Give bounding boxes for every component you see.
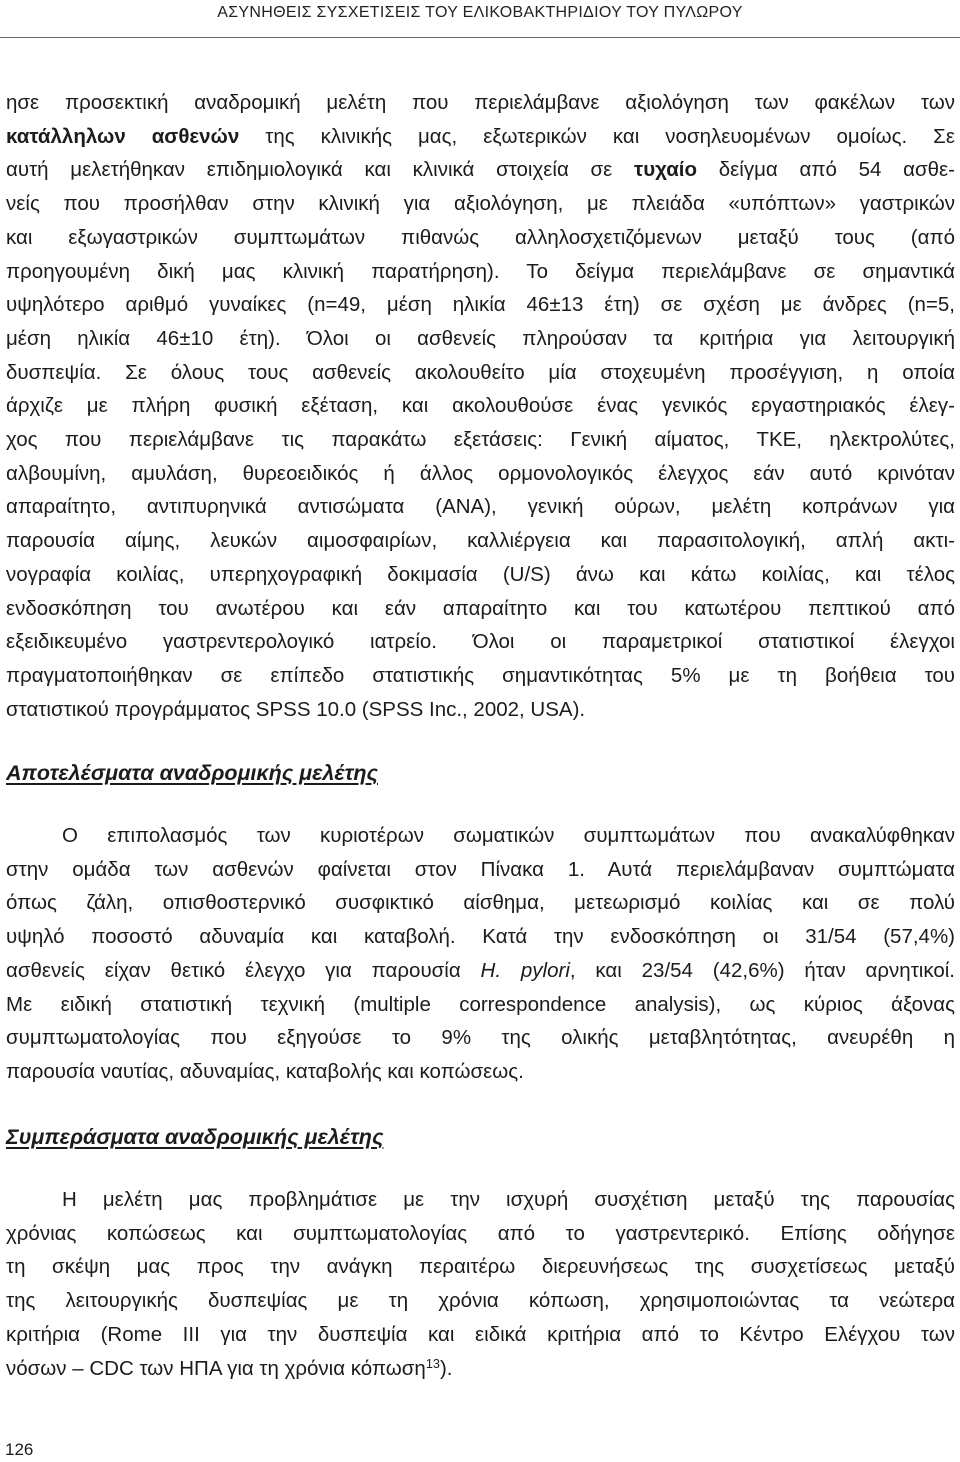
body-text: ).: [439, 1356, 453, 1380]
body-text: , και 23/54 (42,6%) ήταν αρνητικοί.: [569, 958, 955, 982]
body-line: ενδοσκόπηση του ανωτέρου και εάν απαραίτητο και του κατωτέρου πεπτικού από: [6, 596, 955, 620]
methods-paragraph: [6, 86, 955, 726]
body-line: [6, 153, 955, 187]
bold-text: κατάλληλων ασθενών: [6, 124, 240, 148]
conclusions-paragraph: [6, 1183, 955, 1385]
body-line: απαραίτητο, αντιπυρηνικά αντισώματα (ΑΝΑ), γενική ούρων, μελέτη κοπράνων για: [6, 495, 955, 519]
body-line: άρχιζε με πλήρη φυσική εξέταση, και ακολουθούσε ένας γενικός εργαστηριακός έλεγ-: [6, 394, 955, 418]
page-number: 126: [5, 1440, 34, 1459]
body-line: νείς που προσήλθαν στην κλινική για αξιολόγηση, με πλειάδα «υπόπτων» γαστρικών: [6, 192, 955, 216]
body-line: όπως ζάλη, οπισθοστερνικό συσφικτικό αίσθημα, μετεωρισμό κοιλίας και σε πολύ: [6, 891, 955, 915]
body-line: χρόνιας κοπώσεως και συμπτωματολογίας από το γαστρεντερικό. Επίσης οδήγησε: [6, 1221, 955, 1245]
body-text: δείγμα από 54 ασθε-: [697, 158, 956, 182]
body-line: νογραφία κοιλίας, υπερηχογραφική δοκιμασία (U/S) άνω και κάτω κοιλίας, και τέλος: [6, 562, 955, 586]
running-header-title: ΑΣΥΝΗΘΕΙΣ ΣΥΣΧΕΤΙΣΕΙΣ ΤΟΥ ΕΛΙΚΟΒΑΚΤΗΡΙΔΙΟΥ ΤΟΥ ΠΥΛΩΡΟΥ: [217, 4, 743, 21]
body-line: μέση ηλικία 46±10 έτη). Όλοι οι ασθενείς πληρούσαν τα κριτήρια για λειτουργική: [6, 326, 955, 350]
body-line: αλβουμίνη, αμυλάση, θυρεοειδικός ή άλλος ορμονολογικός έλεγχος εάν αυτό κρινόταν: [6, 461, 955, 485]
results-heading: Αποτελέσματα αναδρομικής μελέτης: [6, 761, 378, 785]
body-line: της λειτουργικής δυσπεψίας με τη χρόνια κόπωση, χρησιμοποιώντας τα νεώτερα: [6, 1289, 955, 1313]
body-line: εξειδικευμένο γαστρεντερολογικό ιατρείο. Όλοι οι παραμετρικοί στατιστικοί έλεγχοι: [6, 630, 955, 654]
bold-text: τυχαίο: [634, 158, 698, 182]
body-line: Ο επιπολασμός των κυριοτέρων σωματικών συμπτωμάτων που ανακαλύφθηκαν: [62, 824, 955, 847]
body-text: αυτή μελετήθηκαν επιδημιολογικά και κλινικά στοιχεία σε: [6, 158, 635, 182]
body-line: στατιστικού προγράμματος SPSS 10.0 (SPSS Inc., 2002, USA).: [6, 697, 586, 721]
conclusions-heading: Συμπεράσματα αναδρομικής μελέτης: [6, 1125, 384, 1149]
body-text: νόσων – CDC των ΗΠΑ για τη χρόνια κόπωση: [6, 1356, 426, 1380]
body-line: παρουσία ναυτίας, αδυναμίας, καταβολής και κοπώσεως.: [6, 1059, 524, 1083]
body-line: υψηλότερο αριθμό γυναίκες (n=49, μέση ηλικία 46±13 έτη) σε σχέση με άνδρες (n=5,: [6, 293, 955, 317]
body-line: [6, 954, 955, 988]
body-line: Με ειδική στατιστική τεχνική (multiple correspondence analysis), ως κύριος άξονας: [6, 992, 955, 1016]
body-line: Η μελέτη μας προβλημάτισε με την ισχυρή συσχέτιση μεταξύ της παρουσίας: [62, 1188, 955, 1211]
body-line: πραγματοποιήθηκαν σε επίπεδο στατιστικής σημαντικότητας 5% με τη βοήθεια του: [6, 663, 955, 687]
body-line: συμπτωματολογίας που εξηγούσε το 9% της ολικής μεταβλητότητας, ανευρέθη η: [6, 1026, 955, 1050]
body-text: ασθενείς είχαν θετικό έλεγχο για παρουσία: [6, 958, 481, 982]
results-paragraph: [6, 819, 955, 1089]
body-text: της κλινικής μας, εξωτερικών και νοσηλευομένων ομοίως. Σε: [239, 124, 955, 148]
body-line: και εξωγαστρικών συμπτωμάτων πιθανώς αλληλοσχετιζόμενων μεταξύ τους (από: [6, 225, 955, 249]
body-line: [6, 1352, 955, 1386]
body-line: δυσπεψία. Σε όλους τους ασθενείς ακολουθείτο μία στοχευμένη προσέγγιση, η οποία: [6, 360, 955, 384]
body-line: χος που περιελάμβανε τις παρακάτω εξετάσεις: Γενική αίματος, ΤΚΕ, ηλεκτρολύτες,: [6, 428, 955, 452]
body-line: τη σκέψη μας προς την ανάγκη περαιτέρω διερευνήσεως της συσχετίσεως μεταξύ: [6, 1255, 955, 1279]
body-line: προηγουμένη δική μας κλινική παρατήρηση). Το δείγμα περιελάμβανε σε σημαντικά: [6, 259, 955, 283]
body-line: [6, 120, 955, 154]
header-rule: [0, 37, 960, 38]
body-line: κριτήρια (Rome III για την δυσπεψία και ειδικά κριτήρια από το Κέντρο Ελέγχου των: [6, 1322, 955, 1346]
body-line: υψηλό ποσοστό αδυναμία και καταβολή. Κατά την ενδοσκόπηση οι 31/54 (57,4%): [6, 925, 955, 949]
body-line: ησε προσεκτική αναδρομική μελέτη που περιελάμβανε αξιολόγηση των φακέλων των: [6, 91, 955, 114]
superscript-citation: 13: [425, 1355, 440, 1371]
italic-species-name: H. pylori: [480, 958, 570, 982]
body-line: στην ομάδα των ασθενών φαίνεται στον Πίνακα 1. Αυτά περιελάμβαναν συμπτώματα: [6, 857, 955, 881]
body-line: παρουσία αίμης, λευκών αιμοσφαιρίων, καλλιέργεια και παρασιτολογική, απλή ακτι-: [6, 529, 955, 553]
